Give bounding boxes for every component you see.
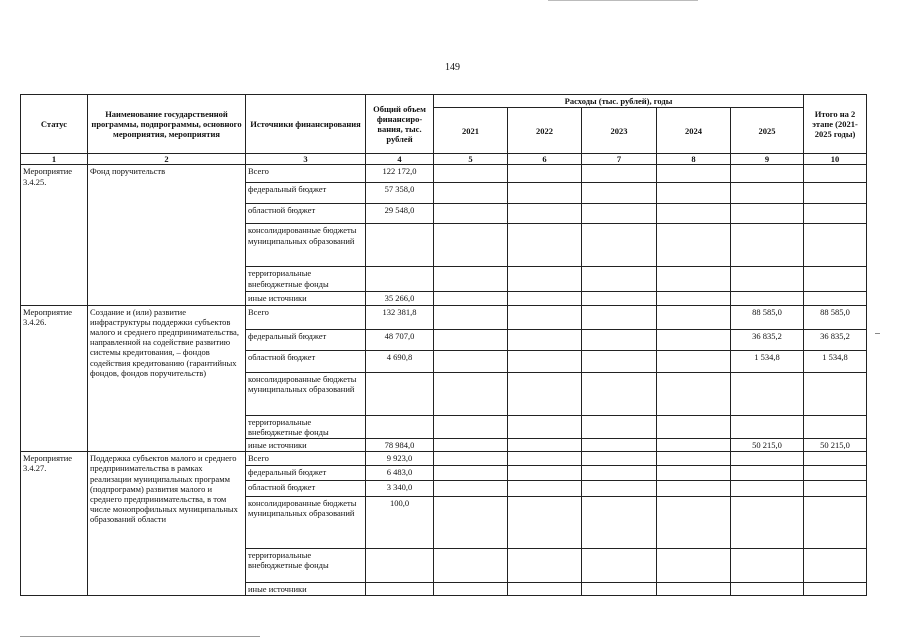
funding-source: федеральный бюджет — [246, 466, 366, 481]
year-2025-amount: 88 585,0 — [731, 305, 804, 329]
year-2022-amount — [508, 267, 582, 292]
year-2024-amount — [657, 481, 731, 497]
year-2024-amount — [657, 267, 731, 292]
year-2022-amount — [508, 350, 582, 372]
page-number: 149 — [445, 62, 460, 73]
column-numbers-row — [21, 154, 867, 165]
year-2023-amount — [582, 415, 657, 438]
year-2022-amount — [508, 183, 582, 204]
year-2023-amount — [582, 481, 657, 497]
stage-total-amount — [804, 292, 867, 305]
total-amount — [366, 415, 434, 438]
scan-artifact-edge — [875, 333, 880, 334]
year-2025-amount — [731, 165, 804, 183]
table-row — [21, 165, 867, 183]
column-number: 5 — [434, 154, 508, 165]
table-body — [21, 165, 867, 596]
year-2023-amount — [582, 183, 657, 204]
stage-total-amount — [804, 549, 867, 583]
header-year: 2023 — [582, 108, 657, 154]
funding-source: Всего — [246, 305, 366, 329]
year-2025-amount — [731, 452, 804, 466]
year-2022-amount — [508, 466, 582, 481]
column-number: 2 — [88, 154, 246, 165]
year-2022-amount — [508, 481, 582, 497]
funding-source: консолидированные бюджеты муниципальных образований — [246, 372, 366, 415]
header-year: 2021 — [434, 108, 508, 154]
year-2021-amount — [434, 329, 508, 350]
total-amount — [366, 372, 434, 415]
total-amount — [366, 267, 434, 292]
year-2022-amount — [508, 204, 582, 224]
total-amount: 6 483,0 — [366, 466, 434, 481]
year-2022-amount — [508, 372, 582, 415]
year-2024-amount — [657, 452, 731, 466]
stage-total-amount — [804, 481, 867, 497]
funding-source: Всего — [246, 452, 366, 466]
year-2024-amount — [657, 305, 731, 329]
year-2024-amount — [657, 224, 731, 267]
year-2024-amount — [657, 329, 731, 350]
header-year: 2022 — [508, 108, 582, 154]
stage-total-amount — [804, 497, 867, 549]
stage-total-amount: 50 215,0 — [804, 438, 867, 451]
total-amount: 78 984,0 — [366, 438, 434, 451]
table-row — [21, 452, 867, 466]
column-number: 3 — [246, 154, 366, 165]
stage-total-amount — [804, 415, 867, 438]
total-amount: 29 548,0 — [366, 204, 434, 224]
year-2025-amount — [731, 549, 804, 583]
measure-name: Фонд поручительств — [88, 165, 246, 305]
total-amount: 57 358,0 — [366, 183, 434, 204]
year-2021-amount — [434, 415, 508, 438]
year-2022-amount — [508, 329, 582, 350]
year-2021-amount — [434, 466, 508, 481]
year-2023-amount — [582, 497, 657, 549]
year-2025-amount: 36 835,2 — [731, 329, 804, 350]
year-2022-amount — [508, 452, 582, 466]
year-2025-amount — [731, 372, 804, 415]
total-amount: 100,0 — [366, 497, 434, 549]
total-amount: 48 707,0 — [366, 329, 434, 350]
total-amount: 4 690,8 — [366, 350, 434, 372]
year-2023-amount — [582, 204, 657, 224]
stage-total-amount: 36 835,2 — [804, 329, 867, 350]
year-2021-amount — [434, 305, 508, 329]
year-2022-amount — [508, 165, 582, 183]
year-2023-amount — [582, 372, 657, 415]
column-number: 6 — [508, 154, 582, 165]
total-amount — [366, 549, 434, 583]
year-2021-amount — [434, 350, 508, 372]
year-2025-amount — [731, 466, 804, 481]
header-sources: Источники финансирования — [246, 95, 366, 154]
year-2025-amount — [731, 183, 804, 204]
stage-total-amount — [804, 224, 867, 267]
column-number: 1 — [21, 154, 88, 165]
stage-total-amount — [804, 183, 867, 204]
funding-source: федеральный бюджет — [246, 183, 366, 204]
year-2025-amount: 1 534,8 — [731, 350, 804, 372]
scan-artifact-bottom — [20, 636, 260, 637]
stage-total-amount — [804, 267, 867, 292]
measure-status: Мероприятие 3.4.25. — [21, 165, 88, 305]
header-year: 2025 — [731, 108, 804, 154]
total-amount: 132 381,8 — [366, 305, 434, 329]
year-2024-amount — [657, 350, 731, 372]
funding-source: иные источники — [246, 438, 366, 451]
year-2023-amount — [582, 549, 657, 583]
funding-source: иные источники — [246, 292, 366, 305]
funding-source: территориальные внебюджетные фонды — [246, 415, 366, 438]
year-2025-amount — [731, 224, 804, 267]
total-amount — [366, 224, 434, 267]
stage-total-amount — [804, 452, 867, 466]
year-2025-amount — [731, 583, 804, 596]
year-2023-amount — [582, 267, 657, 292]
year-2024-amount — [657, 415, 731, 438]
table-row — [21, 305, 867, 329]
header-stage-total: Итого на 2 этапе (2021-2025 годы) — [804, 95, 867, 154]
year-2023-amount — [582, 438, 657, 451]
measure-name: Создание и (или) развитие инфраструктуры поддержки субъектов малого и среднего предпринимательства, направленной на содействие развитию системы кредитования, – фондов содействия кредитованию (гарантийных фондов, фондов поручительств) — [88, 305, 246, 452]
column-number: 10 — [804, 154, 867, 165]
year-2021-amount — [434, 372, 508, 415]
year-2024-amount — [657, 466, 731, 481]
header-year: 2024 — [657, 108, 731, 154]
year-2024-amount — [657, 165, 731, 183]
year-2023-amount — [582, 292, 657, 305]
column-number: 7 — [582, 154, 657, 165]
funding-source: областной бюджет — [246, 481, 366, 497]
year-2023-amount — [582, 305, 657, 329]
year-2024-amount — [657, 497, 731, 549]
column-number: 9 — [731, 154, 804, 165]
total-amount: 9 923,0 — [366, 452, 434, 466]
funding-source: территориальные внебюджетные фонды — [246, 549, 366, 583]
funding-source: консолидированные бюджеты муниципальных образований — [246, 497, 366, 549]
year-2021-amount — [434, 183, 508, 204]
year-2025-amount — [731, 415, 804, 438]
year-2023-amount — [582, 452, 657, 466]
year-2022-amount — [508, 549, 582, 583]
year-2024-amount — [657, 204, 731, 224]
total-amount: 3 340,0 — [366, 481, 434, 497]
year-2023-amount — [582, 350, 657, 372]
header-total: Общий объем финансиро-вания, тыс. рублей — [366, 95, 434, 154]
year-2024-amount — [657, 372, 731, 415]
total-amount: 122 172,0 — [366, 165, 434, 183]
year-2022-amount — [508, 224, 582, 267]
stage-total-amount — [804, 204, 867, 224]
year-2021-amount — [434, 438, 508, 451]
year-2024-amount — [657, 549, 731, 583]
year-2024-amount — [657, 292, 731, 305]
stage-total-amount: 1 534,8 — [804, 350, 867, 372]
year-2023-amount — [582, 583, 657, 596]
stage-total-amount — [804, 466, 867, 481]
funding-source: областной бюджет — [246, 204, 366, 224]
year-2024-amount — [657, 438, 731, 451]
year-2023-amount — [582, 165, 657, 183]
year-2021-amount — [434, 204, 508, 224]
year-2022-amount — [508, 305, 582, 329]
stage-total-amount — [804, 165, 867, 183]
column-number: 4 — [366, 154, 434, 165]
year-2025-amount — [731, 497, 804, 549]
funding-source: областной бюджет — [246, 350, 366, 372]
year-2021-amount — [434, 583, 508, 596]
year-2022-amount — [508, 292, 582, 305]
year-2021-amount — [434, 452, 508, 466]
year-2022-amount — [508, 583, 582, 596]
year-2024-amount — [657, 183, 731, 204]
column-number: 8 — [657, 154, 731, 165]
year-2021-amount — [434, 549, 508, 583]
year-2025-amount — [731, 204, 804, 224]
year-2023-amount — [582, 329, 657, 350]
year-2021-amount — [434, 224, 508, 267]
year-2023-amount — [582, 466, 657, 481]
year-2025-amount — [731, 267, 804, 292]
funding-source: консолидированные бюджеты муниципальных образований — [246, 224, 366, 267]
measure-name: Поддержка субъектов малого и среднего предпринимательства в рамках реализации муниципальных программ (подпрограмм) развития малого и среднего предпринимательства, в том числе монопрофильных муниципальных образований области — [88, 452, 246, 596]
funding-source: территориальные внебюджетные фонды — [246, 267, 366, 292]
year-2024-amount — [657, 583, 731, 596]
header-name: Наименование государственной программы, подпрограммы, основного мероприятия, мероприятия — [88, 95, 246, 154]
measure-status: Мероприятие 3.4.26. — [21, 305, 88, 452]
financing-table — [20, 94, 867, 596]
header-status: Статус — [21, 95, 88, 154]
funding-source: иные источники — [246, 583, 366, 596]
stage-total-amount: 88 585,0 — [804, 305, 867, 329]
year-2025-amount — [731, 481, 804, 497]
funding-source: Всего — [246, 165, 366, 183]
year-2021-amount — [434, 481, 508, 497]
total-amount: 35 266,0 — [366, 292, 434, 305]
year-2025-amount — [731, 292, 804, 305]
total-amount — [366, 583, 434, 596]
measure-status: Мероприятие 3.4.27. — [21, 452, 88, 596]
scan-artifact-top — [548, 0, 698, 1]
year-2021-amount — [434, 267, 508, 292]
funding-source: федеральный бюджет — [246, 329, 366, 350]
stage-total-amount — [804, 372, 867, 415]
year-2021-amount — [434, 497, 508, 549]
year-2022-amount — [508, 438, 582, 451]
table-header — [21, 95, 867, 165]
stage-total-amount — [804, 583, 867, 596]
year-2021-amount — [434, 165, 508, 183]
year-2022-amount — [508, 497, 582, 549]
year-2023-amount — [582, 224, 657, 267]
header-expenses: Расходы (тыс. рублей), годы — [434, 95, 804, 108]
year-2021-amount — [434, 292, 508, 305]
year-2025-amount: 50 215,0 — [731, 438, 804, 451]
year-2022-amount — [508, 415, 582, 438]
